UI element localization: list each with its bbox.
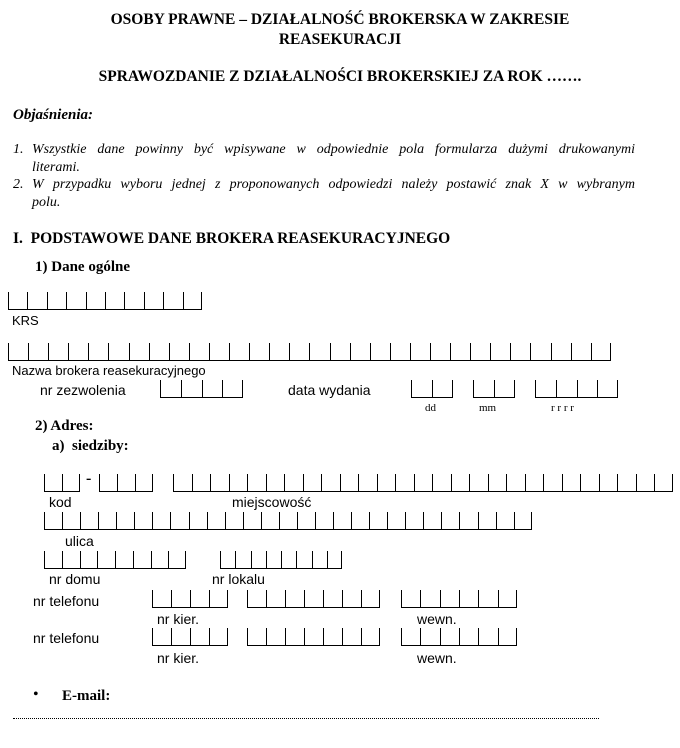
character-box[interactable] (173, 474, 192, 492)
character-box[interactable] (289, 343, 309, 361)
character-box[interactable] (361, 590, 380, 608)
character-box[interactable] (116, 512, 134, 530)
character-box[interactable] (577, 380, 598, 398)
character-box[interactable] (361, 628, 380, 646)
character-box[interactable] (478, 628, 497, 646)
character-box[interactable] (99, 474, 117, 492)
character-box[interactable] (86, 292, 105, 310)
character-box[interactable] (571, 343, 591, 361)
character-box[interactable] (105, 292, 124, 310)
character-box[interactable] (309, 343, 329, 361)
phone-1-extension-field[interactable] (401, 590, 517, 608)
krs-field[interactable] (8, 292, 202, 310)
phone-2-area-code-label: nr kier. (157, 650, 200, 666)
character-box[interactable] (124, 292, 143, 310)
character-box[interactable] (168, 551, 186, 569)
character-box[interactable] (266, 590, 285, 608)
form-title-line1: OSOBY PRAWNE – DZIAŁALNOŚĆ BROKERSKA W ZAKRESIE (110, 11, 570, 28)
character-box[interactable] (459, 628, 478, 646)
permit-number-label: nr zezwolenia (40, 382, 126, 398)
character-box[interactable] (498, 628, 517, 646)
character-box[interactable] (44, 512, 62, 530)
character-box[interactable] (387, 512, 405, 530)
character-box[interactable] (62, 474, 80, 492)
character-box[interactable] (510, 343, 530, 361)
character-box[interactable] (296, 551, 311, 569)
character-box[interactable] (151, 551, 169, 569)
character-box[interactable] (98, 512, 116, 530)
character-box[interactable] (543, 474, 562, 492)
character-box[interactable] (350, 343, 370, 361)
character-box[interactable] (470, 343, 490, 361)
character-box[interactable] (369, 512, 387, 530)
character-box[interactable] (249, 343, 269, 361)
character-box[interactable] (225, 512, 243, 530)
house-number-field[interactable] (44, 551, 186, 569)
issue-date-day-field[interactable] (411, 380, 453, 398)
phone-2-area-code-field[interactable] (152, 628, 228, 646)
character-box[interactable] (562, 474, 581, 492)
character-box[interactable] (68, 343, 88, 361)
character-box[interactable] (181, 380, 202, 398)
character-box[interactable] (44, 474, 62, 492)
character-box[interactable] (129, 343, 149, 361)
character-box[interactable] (171, 590, 190, 608)
explanation-2-line1: W przypadku wyboru jednej z proponowanych odpowiedzi należy postawić znak X w wybranym (32, 177, 635, 192)
explanation-2-number: 2. (13, 177, 24, 192)
street-label: ulica (65, 533, 94, 549)
character-box[interactable] (441, 512, 459, 530)
postcode-dash: - (86, 470, 92, 487)
character-box[interactable] (108, 343, 128, 361)
character-box[interactable] (395, 474, 414, 492)
character-box[interactable] (321, 474, 340, 492)
character-box[interactable] (152, 590, 171, 608)
email-label: E-mail: (62, 688, 111, 704)
character-box[interactable] (405, 512, 423, 530)
character-box[interactable] (235, 551, 250, 569)
character-box[interactable] (261, 512, 279, 530)
phone-1-number-field[interactable] (247, 590, 380, 608)
character-box[interactable] (342, 628, 361, 646)
explanation-1-line1: Wszystkie dane powinny być wpisywane w odpowiednie pola formularza dużymi drukowanymi (32, 142, 635, 157)
character-box[interactable] (420, 590, 439, 608)
character-box[interactable] (189, 343, 209, 361)
character-box[interactable] (459, 590, 478, 608)
character-box[interactable] (440, 590, 459, 608)
email-dotted-line[interactable] (13, 718, 599, 719)
character-box[interactable] (473, 380, 494, 398)
character-box[interactable] (210, 474, 229, 492)
character-box[interactable] (303, 474, 322, 492)
character-box[interactable] (351, 512, 369, 530)
character-box[interactable] (636, 474, 655, 492)
character-box[interactable] (279, 512, 297, 530)
phone-1-label: nr telefonu (33, 593, 100, 609)
postcode-label: kod (49, 494, 72, 510)
character-box[interactable] (370, 343, 390, 361)
character-box[interactable] (269, 343, 289, 361)
section-1-heading: I. PODSTAWOWE DANE BROKERA REASEKURACYJNEGO (13, 230, 451, 247)
character-box[interactable] (247, 474, 266, 492)
phone-1-area-code-field[interactable] (152, 590, 228, 608)
general-data-heading: 1) Dane ogólne (35, 259, 130, 275)
character-box[interactable] (358, 474, 377, 492)
character-box[interactable] (297, 512, 315, 530)
character-box[interactable] (496, 512, 514, 530)
day-label: dd (425, 402, 436, 414)
character-box[interactable] (163, 292, 182, 310)
character-box[interactable] (285, 628, 304, 646)
character-box[interactable] (506, 474, 525, 492)
flat-number-label: nr lokalu (212, 571, 265, 587)
character-box[interactable] (377, 474, 396, 492)
character-box[interactable] (488, 474, 507, 492)
character-box[interactable] (135, 474, 153, 492)
character-box[interactable] (494, 380, 515, 398)
house-number-label: nr domu (49, 571, 101, 587)
character-box[interactable] (48, 343, 68, 361)
character-box[interactable] (192, 474, 211, 492)
city-label: miejscowość (232, 494, 312, 510)
explanation-2-line2: polu. (32, 195, 61, 210)
character-box[interactable] (591, 343, 611, 361)
character-box[interactable] (247, 628, 266, 646)
character-box[interactable] (266, 551, 281, 569)
broker-name-field[interactable] (8, 343, 611, 361)
postcode-part2-field[interactable] (99, 474, 153, 492)
character-box[interactable] (247, 590, 266, 608)
character-box[interactable] (654, 474, 673, 492)
city-field[interactable] (173, 474, 673, 492)
character-box[interactable] (401, 590, 420, 608)
email-bullet: • (33, 686, 39, 703)
character-box[interactable] (284, 474, 303, 492)
character-box[interactable] (340, 474, 359, 492)
character-box[interactable] (222, 380, 243, 398)
character-box[interactable] (315, 512, 333, 530)
character-box[interactable] (478, 512, 496, 530)
character-box[interactable] (251, 551, 266, 569)
character-box[interactable] (169, 343, 189, 361)
character-box[interactable] (62, 512, 80, 530)
krs-label: KRS (12, 313, 39, 328)
character-box[interactable] (115, 551, 133, 569)
phone-2-number-field[interactable] (247, 628, 380, 646)
character-box[interactable] (27, 292, 46, 310)
character-box[interactable] (209, 628, 228, 646)
character-box[interactable] (229, 474, 248, 492)
character-box[interactable] (617, 474, 636, 492)
character-box[interactable] (327, 551, 342, 569)
character-box[interactable] (160, 380, 181, 398)
character-box[interactable] (220, 551, 235, 569)
character-box[interactable] (97, 551, 115, 569)
character-box[interactable] (330, 343, 350, 361)
address-heading: 2) Adres: (35, 418, 94, 434)
phone-2-label: nr telefonu (33, 630, 100, 646)
character-box[interactable] (190, 628, 209, 646)
character-box[interactable] (525, 474, 544, 492)
character-box[interactable] (80, 551, 98, 569)
character-box[interactable] (423, 512, 441, 530)
explanation-1-line2: literami. (32, 160, 80, 175)
character-box[interactable] (229, 343, 249, 361)
character-box[interactable] (189, 512, 207, 530)
flat-number-field[interactable] (220, 551, 342, 569)
character-box[interactable] (323, 590, 342, 608)
character-box[interactable] (333, 512, 351, 530)
character-box[interactable] (88, 343, 108, 361)
issue-date-month-field[interactable] (473, 380, 515, 398)
character-box[interactable] (323, 628, 342, 646)
character-box[interactable] (432, 380, 453, 398)
character-box[interactable] (410, 343, 430, 361)
character-box[interactable] (152, 512, 170, 530)
postcode-part1-field[interactable] (44, 474, 80, 492)
character-box[interactable] (62, 551, 80, 569)
character-box[interactable] (170, 512, 188, 530)
character-box[interactable] (597, 380, 618, 398)
character-box[interactable] (133, 551, 151, 569)
character-box[interactable] (183, 292, 202, 310)
character-box[interactable] (285, 590, 304, 608)
month-label: mm (479, 402, 497, 414)
character-box[interactable] (411, 380, 432, 398)
character-box[interactable] (450, 343, 470, 361)
issue-date-year-field[interactable] (535, 380, 618, 398)
character-box[interactable] (420, 628, 439, 646)
character-box[interactable] (209, 343, 229, 361)
character-box[interactable] (28, 343, 48, 361)
character-box[interactable] (342, 590, 361, 608)
character-box[interactable] (66, 292, 85, 310)
character-box[interactable] (440, 628, 459, 646)
character-box[interactable] (556, 380, 577, 398)
character-box[interactable] (202, 380, 223, 398)
character-box[interactable] (390, 343, 410, 361)
character-box[interactable] (451, 474, 470, 492)
street-field[interactable] (44, 512, 532, 530)
character-box[interactable] (551, 343, 571, 361)
character-box[interactable] (514, 512, 532, 530)
character-box[interactable] (209, 590, 228, 608)
character-box[interactable] (304, 590, 323, 608)
phone-1-area-code-label: nr kier. (157, 611, 200, 627)
character-box[interactable] (490, 343, 510, 361)
issue-date-label: data wydania (288, 382, 371, 398)
character-box[interactable] (171, 628, 190, 646)
character-box[interactable] (304, 628, 323, 646)
character-box[interactable] (459, 512, 477, 530)
character-box[interactable] (599, 474, 618, 492)
character-box[interactable] (266, 474, 285, 492)
character-box[interactable] (266, 628, 285, 646)
character-box[interactable] (312, 551, 327, 569)
phone-2-extension-field[interactable] (401, 628, 517, 646)
character-box[interactable] (478, 590, 497, 608)
explanation-1-number: 1. (13, 142, 24, 157)
character-box[interactable] (535, 380, 556, 398)
character-box[interactable] (281, 551, 296, 569)
character-box[interactable] (580, 474, 599, 492)
character-box[interactable] (44, 551, 62, 569)
character-box[interactable] (430, 343, 450, 361)
explanations-heading: Objaśnienia: (13, 107, 94, 123)
character-box[interactable] (47, 292, 66, 310)
character-box[interactable] (207, 512, 225, 530)
character-box[interactable] (117, 474, 135, 492)
character-box[interactable] (80, 512, 98, 530)
phone-1-extension-label: wewn. (417, 611, 457, 627)
character-box[interactable] (149, 343, 169, 361)
character-box[interactable] (530, 343, 550, 361)
character-box[interactable] (414, 474, 433, 492)
character-box[interactable] (144, 292, 163, 310)
seat-heading: a) siedziby: (52, 438, 129, 454)
character-box[interactable] (8, 292, 27, 310)
character-box[interactable] (190, 590, 209, 608)
form-title-line2: REASEKURACJI (278, 31, 402, 48)
character-box[interactable] (432, 474, 451, 492)
character-box[interactable] (401, 628, 420, 646)
phone-2-extension-label: wewn. (417, 650, 457, 666)
character-box[interactable] (152, 628, 171, 646)
year-label: r r r r (551, 402, 574, 414)
permit-number-field[interactable] (160, 380, 243, 398)
character-box[interactable] (8, 343, 28, 361)
broker-name-label: Nazwa brokera reasekuracyjnego (12, 363, 206, 378)
character-box[interactable] (243, 512, 261, 530)
character-box[interactable] (498, 590, 517, 608)
character-box[interactable] (134, 512, 152, 530)
report-title: SPRAWOZDANIE Z DZIAŁALNOŚCI BROKERSKIEJ ZA ROK ……. (98, 68, 582, 85)
character-box[interactable] (469, 474, 488, 492)
